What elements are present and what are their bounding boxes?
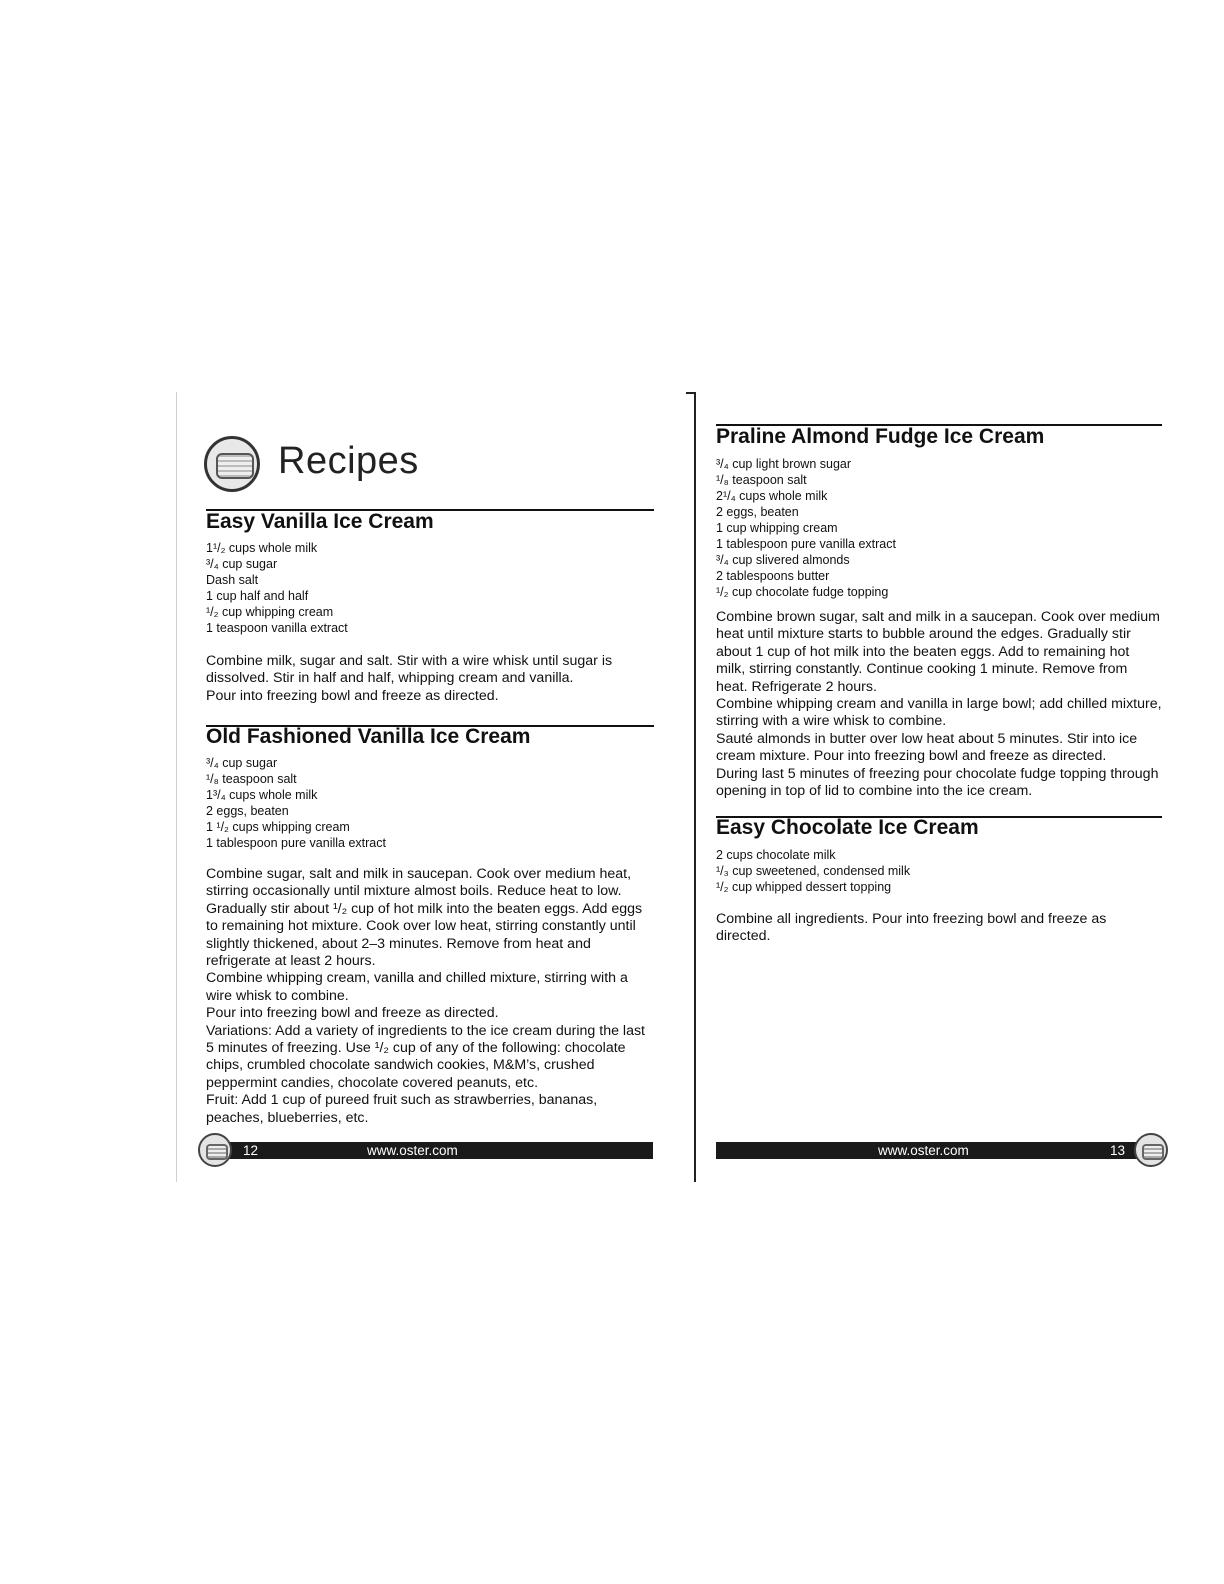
ingredient: ¹/₃ cup sweetened, condensed milk (716, 864, 911, 878)
page-number: 13 (1110, 1143, 1126, 1158)
direction-paragraph: Combine milk, sugar and salt. Stir with a wire whisk until sugar is dissolved. Stir in half and half, whipping cream and vanilla. (206, 653, 613, 687)
recipe-title: Easy Vanilla Ice Cream (206, 510, 434, 533)
direction-paragraph: Variations: Add a variety of ingredients to the ice cream during the last 5 minutes of freezing. Use ¹/₂ cup of any of the following: chocolate chips, crumbled chocolate sandwich cookies, M&M’s, crushed peppermint candies, chocolate covered peanuts, etc. (206, 1022, 646, 1091)
ingredient: 1 cup whipping cream (716, 521, 838, 535)
ingredient: ³/₄ cup sugar (206, 557, 278, 571)
ingredient: ³/₄ cup slivered almonds (716, 553, 850, 567)
ingredient: ¹/₂ cup whipping cream (206, 605, 334, 619)
ice-cream-maker-icon (204, 436, 260, 492)
left-page (172, 380, 667, 1180)
recipe-directions (716, 911, 1146, 946)
ingredient: 2 eggs, beaten (206, 804, 289, 818)
direction-paragraph: Combine whipping cream, vanilla and chilled mixture, stirring with a wire whisk to combine. (206, 970, 628, 1004)
ingredient-list (206, 755, 386, 851)
direction-paragraph: Combine all ingredients. Pour into freezing bowl and freeze as directed. (716, 911, 1107, 945)
direction-paragraph: Fruit: Add 1 cup of pureed fruit such as strawberries, bananas, peaches, blueberries, etc. (206, 1092, 598, 1126)
direction-paragraph: Combine sugar, salt and milk in saucepan. Cook over medium heat, stirring occasionally until mixture almost boils. Reduce heat to low. Gradually stir about ¹/₂ cup of hot milk into the beaten eggs. Add eggs to remaining hot mixture. Cook over low heat, stirring constantly until slightly thickened, about 2–3 minutes. Remove from heat and refrigerate at least 2 hours. (206, 866, 643, 970)
ingredient: ¹/₈ teaspoon salt (206, 772, 297, 786)
direction-paragraph: Pour into freezing bowl and freeze as directed. (206, 687, 499, 704)
ingredient: ³/₄ cup light brown sugar (716, 457, 852, 471)
recipe-title: Old Fashioned Vanilla Ice Cream (206, 725, 531, 748)
ingredient: 1 tablespoon pure vanilla extract (206, 836, 386, 850)
ingredient-list (206, 540, 348, 636)
footer-url: www.oster.com (878, 1143, 969, 1158)
recipe-directions (206, 866, 656, 1127)
ingredient: 2 cups chocolate milk (716, 848, 836, 862)
ingredient: 1 ¹/₂ cups whipping cream (206, 820, 350, 834)
ingredient: 1 teaspoon vanilla extract (206, 621, 348, 635)
right-page (692, 380, 1172, 1180)
ingredient: 1 cup half and half (206, 589, 309, 603)
ingredient: 1 tablespoon pure vanilla extract (716, 537, 896, 551)
ingredient: 2¹/₄ cups whole milk (716, 489, 828, 503)
ingredient: Dash salt (206, 573, 259, 587)
direction-paragraph: Pour into freezing bowl and freeze as directed. (206, 1005, 499, 1022)
ice-cream-maker-icon (1134, 1133, 1168, 1167)
direction-paragraph: During last 5 minutes of freezing pour chocolate fudge topping through opening in top of lid to combine into the ice cream. (716, 765, 1159, 800)
ingredient: ¹/₂ cup chocolate fudge topping (716, 585, 889, 599)
ingredient: 2 tablespoons butter (716, 569, 830, 583)
page-footer (716, 1142, 1144, 1159)
ingredient: ³/₄ cup sugar (206, 756, 278, 770)
section-title: Recipes (278, 440, 419, 482)
direction-paragraph: Combine whipping cream and vanilla in large bowl; add chilled mixture, stirring with a wire whisk to combine. (716, 696, 1162, 730)
page-number: 12 (243, 1143, 259, 1158)
recipe-title: Praline Almond Fudge Ice Cream (716, 425, 1045, 448)
ingredient: ¹/₈ teaspoon salt (716, 473, 807, 487)
page-footer (228, 1142, 653, 1159)
ingredient: 1¹/₂ cups whole milk (206, 541, 318, 555)
recipe-title: Easy Chocolate Ice Cream (716, 816, 979, 839)
recipe-directions (206, 653, 654, 705)
direction-paragraph: Sauté almonds in butter over low heat about 5 minutes. Stir into ice cream mixture. Pour into freezing bowl and freeze as directed. (716, 730, 1138, 765)
ingredient: 2 eggs, beaten (716, 505, 799, 519)
direction-paragraph: Combine brown sugar, salt and milk in a saucepan. Cook over medium heat until mixture starts to bubble around the edges. Gradually stir about 1 cup of hot milk into the beaten eggs. Add to remaining hot milk, stirring constantly. Continue cooking 1 minute. Remove from heat. Refrigerate 2 hours. (716, 609, 1160, 695)
ingredient: 1³/₄ cups whole milk (206, 788, 318, 802)
ice-cream-maker-icon (198, 1133, 232, 1167)
ingredient-list (716, 456, 896, 600)
footer-url: www.oster.com (367, 1143, 458, 1158)
recipe-directions (716, 609, 1162, 800)
ingredient-list (716, 847, 910, 895)
ingredient: ¹/₂ cup whipped dessert topping (716, 880, 892, 894)
